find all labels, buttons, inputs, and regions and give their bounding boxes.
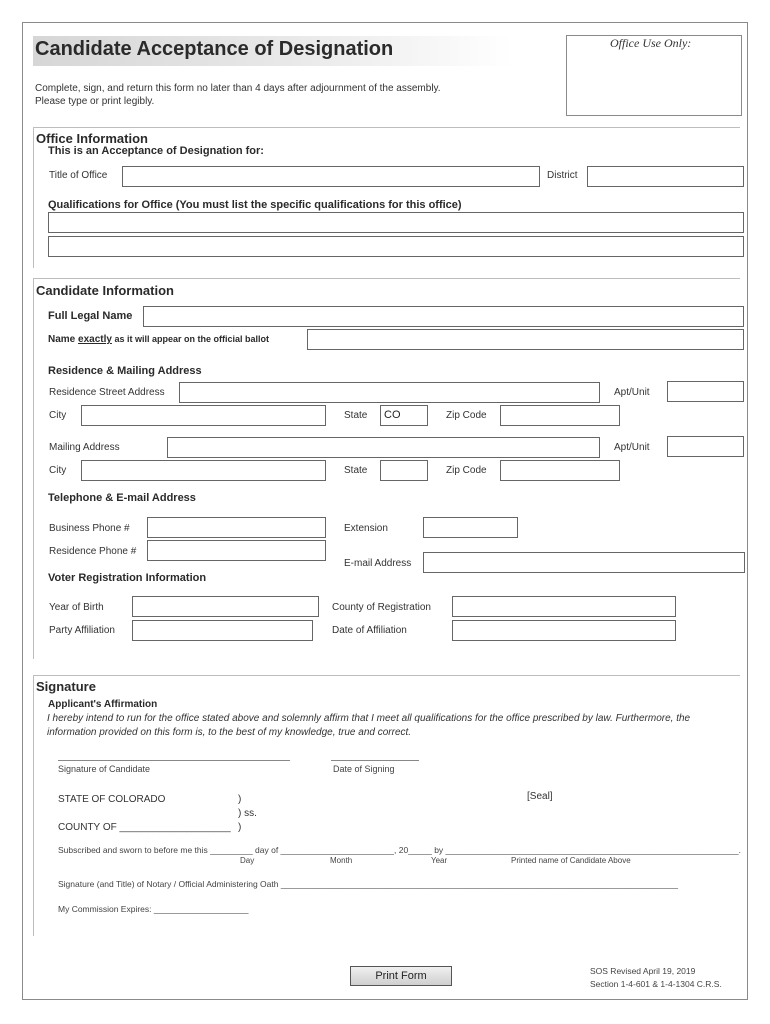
date-affiliation-label: Date of Affiliation	[332, 625, 407, 636]
title-of-office-input[interactable]	[122, 166, 540, 187]
mailing-city-input[interactable]	[81, 460, 326, 481]
business-phone-label: Business Phone #	[49, 523, 130, 534]
extension-input[interactable]	[423, 517, 518, 538]
date-signing-label: Date of Signing	[333, 764, 395, 774]
date-affiliation-input[interactable]	[452, 620, 676, 641]
page-title: Candidate Acceptance of Designation	[35, 38, 394, 60]
city-input[interactable]	[81, 405, 326, 426]
district-input[interactable]	[587, 166, 744, 187]
residence-street-input[interactable]	[179, 382, 600, 403]
email-label: E-mail Address	[344, 558, 412, 569]
mailing-address-label: Mailing Address	[49, 442, 120, 453]
day-label: Day	[240, 856, 255, 865]
date-signing-line	[331, 760, 419, 761]
mailing-state-label: State	[344, 465, 368, 476]
state-input[interactable]: CO	[380, 405, 428, 426]
party-label: Party Affiliation	[49, 625, 115, 636]
print-form-button[interactable]: Print Form	[350, 966, 452, 986]
full-legal-name-input[interactable]	[143, 306, 744, 327]
instructions-line-1: Complete, sign, and return this form no later than 4 days after adjournment of the assembly.	[35, 83, 441, 94]
subscribed-line: Subscribed and sworn to before me this _________ day of ________________________, 20_____ by ______________________________________________________________.	[58, 845, 741, 855]
qualifications-heading: Qualifications for Office (You must list the specific qualifications for this office)	[48, 199, 462, 211]
ballot-name-label: Name exactly as it will appear on the official ballot	[48, 334, 269, 345]
voter-heading: Voter Registration Information	[48, 572, 207, 584]
address-heading: Residence & Mailing Address	[48, 365, 202, 377]
qualifications-input-1[interactable]	[48, 212, 744, 233]
printed-name-label: Printed name of Candidate Above	[511, 856, 631, 865]
zip-input[interactable]	[500, 405, 620, 426]
mailing-apt-unit-input[interactable]	[667, 436, 744, 457]
extension-label: Extension	[344, 523, 388, 534]
state-of-colorado: STATE OF COLORADO	[58, 794, 166, 805]
residence-phone-label: Residence Phone #	[49, 546, 137, 557]
district-label: District	[547, 170, 578, 181]
state-label: State	[344, 410, 368, 421]
ballot-name-input[interactable]	[307, 329, 744, 350]
county-input[interactable]	[452, 596, 676, 617]
signature-line	[58, 760, 290, 761]
seal-label: [Seal]	[527, 791, 553, 802]
signature-heading: Signature	[36, 679, 96, 694]
ss-mark: ) ss.	[238, 808, 257, 819]
phone-heading: Telephone & E-mail Address	[48, 492, 196, 504]
mailing-state-input[interactable]	[380, 460, 428, 481]
paren-2: )	[238, 822, 242, 833]
signature-label: Signature of Candidate	[58, 764, 151, 774]
residence-street-label: Residence Street Address	[49, 387, 165, 398]
county-of-line: COUNTY OF ____________________	[58, 822, 231, 833]
mailing-city-label: City	[49, 465, 67, 476]
mailing-apt-unit-label: Apt/Unit	[614, 442, 650, 453]
city-label: City	[49, 410, 67, 421]
apt-unit-label: Apt/Unit	[614, 387, 650, 398]
commission-line: My Commission Expires: ____________________	[58, 904, 249, 914]
email-input[interactable]	[423, 552, 745, 573]
candidate-info-heading: Candidate Information	[36, 283, 174, 298]
apt-unit-input[interactable]	[667, 381, 744, 402]
mailing-zip-input[interactable]	[500, 460, 620, 481]
residence-phone-input[interactable]	[147, 540, 326, 561]
revised-date: SOS Revised April 19, 2019	[590, 966, 696, 976]
office-use-label: Office Use Only:	[610, 36, 692, 50]
year-of-birth-label: Year of Birth	[49, 602, 104, 613]
office-info-subheading: This is an Acceptance of Designation for:	[48, 145, 264, 157]
month-label: Month	[330, 856, 353, 865]
statute-section: Section 1-4-601 & 1-4-1304 C.R.S.	[590, 979, 722, 989]
office-info-heading: Office Information	[36, 131, 148, 146]
party-input[interactable]	[132, 620, 313, 641]
title-of-office-label: Title of Office	[49, 170, 108, 181]
year-label: Year	[431, 856, 448, 865]
full-legal-name-label: Full Legal Name	[48, 310, 133, 322]
business-phone-input[interactable]	[147, 517, 326, 538]
mailing-address-input[interactable]	[167, 437, 600, 458]
instructions-line-2: Please type or print legibly.	[35, 96, 155, 107]
paren-1: )	[238, 794, 242, 805]
year-of-birth-input[interactable]	[132, 596, 319, 617]
zip-label: Zip Code	[446, 410, 487, 421]
affirmation-text: I hereby intend to run for the office stated above and solemnly affirm that I meet all qualifications for the office prescribed by law. Furthermore, the information provided on this form is, to the best of my knowledge, true and correct.	[47, 713, 691, 738]
qualifications-input-2[interactable]	[48, 236, 744, 257]
notary-line: Signature (and Title) of Notary / Official Administering Oath ____________________________________________________________________________________	[58, 879, 678, 889]
mailing-zip-label: Zip Code	[446, 465, 487, 476]
county-label: County of Registration	[332, 602, 431, 613]
affirmation-heading: Applicant's Affirmation	[48, 699, 158, 710]
